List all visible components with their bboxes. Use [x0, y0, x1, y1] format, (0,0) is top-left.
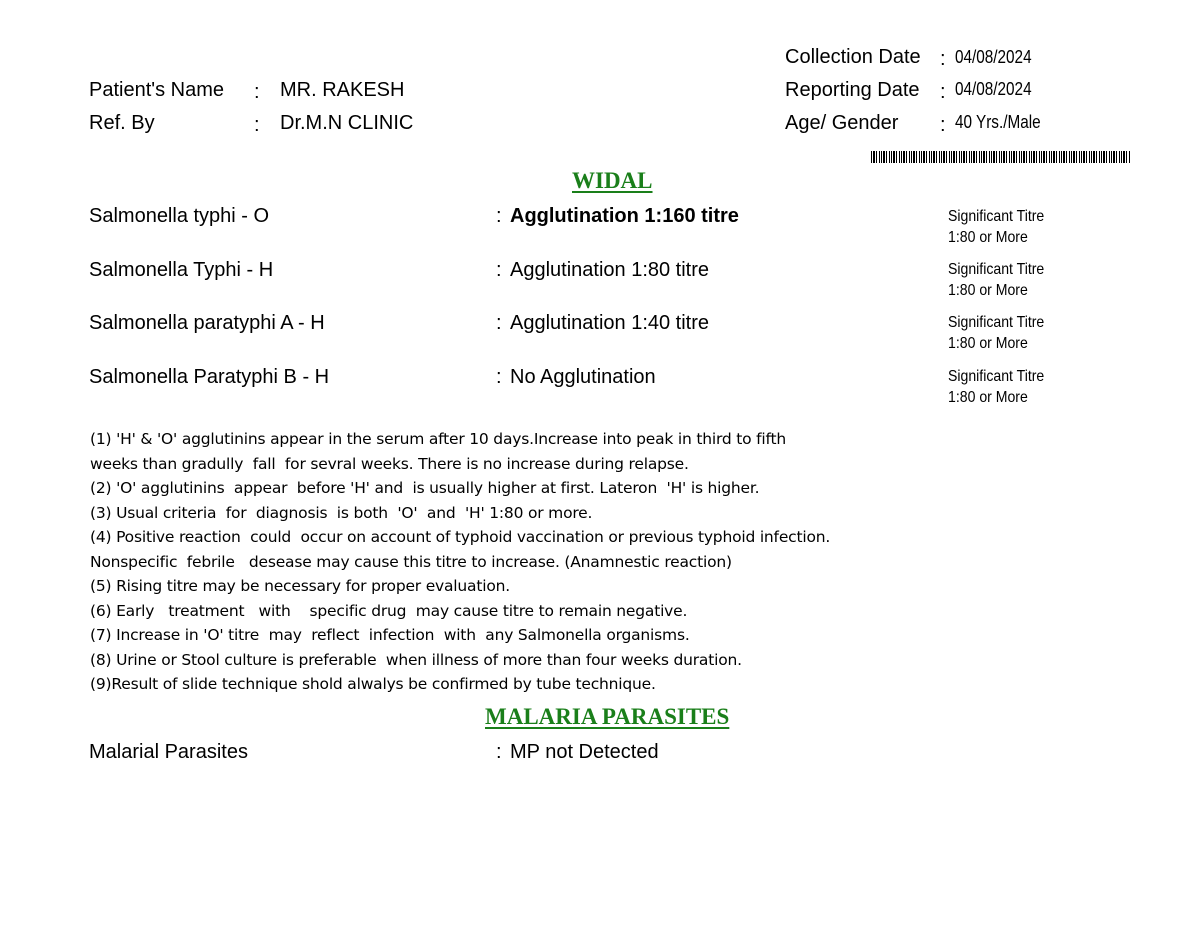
note-line: (3) Usual criteria for diagnosis is both 'O' and 'H' 1:80 or more.: [90, 503, 593, 522]
reference-range: Significant Titre 1:80 or More: [948, 261, 1045, 299]
age-gender-label: Age/ Gender: [785, 112, 899, 134]
patient-name-value: MR. RAKESH: [280, 79, 405, 101]
collection-date-label: Collection Date: [785, 46, 921, 68]
test-name: Salmonella Typhi - H: [89, 259, 274, 281]
reporting-date-value: 04/08/2024: [955, 79, 1032, 99]
colon: :: [254, 114, 260, 136]
colon: :: [940, 48, 946, 70]
colon: :: [496, 741, 502, 763]
colon: :: [496, 205, 502, 227]
test-result: Agglutination 1:80 titre: [510, 259, 710, 281]
note-line: (5) Rising titre may be necessary for proper evaluation.: [90, 577, 510, 595]
note-line: Nonspecific febrile desease may cause this titre to increase. (Anamnestic reaction): [90, 552, 732, 571]
colon: :: [254, 81, 260, 103]
colon: :: [496, 366, 502, 388]
test-name: Malarial Parasites: [89, 741, 248, 763]
test-result: Agglutination 1:40 titre: [510, 312, 710, 334]
test-result: Agglutination 1:160 titre: [510, 205, 739, 227]
note-line: (2) 'O' agglutinins appear before 'H' and is usually higher at first. Lateron 'H' is higher.: [90, 479, 760, 497]
note-line: (8) Urine or Stool culture is preferable when illness of more than four weeks duration.: [90, 650, 742, 669]
ref-by-label: Ref. By: [89, 112, 155, 134]
colon: :: [496, 312, 502, 334]
colon: :: [940, 81, 946, 103]
malaria-title: MALARIA PARASITES: [485, 704, 730, 729]
note-line: weeks than gradully fall for sevral weeks. There is no increase during relapse.: [90, 454, 689, 473]
test-name: Salmonella paratyphi A - H: [89, 312, 325, 334]
reporting-date-label: Reporting Date: [785, 79, 920, 101]
test-name: Salmonella Paratyphi B - H: [89, 366, 330, 388]
note-line: (7) Increase in 'O' titre may reflect infection with any Salmonella organisms.: [90, 626, 690, 644]
reference-range: Significant Titre 1:80 or More: [948, 314, 1045, 352]
note-line: (6) Early treatment with specific drug may cause titre to remain negative.: [90, 601, 688, 620]
widal-notes: [90, 427, 990, 697]
barcode: [871, 151, 1130, 163]
test-result: No Agglutination: [510, 366, 656, 388]
ref-by-value: Dr.M.N CLINIC: [280, 112, 414, 134]
patient-name-label: Patient's Name: [89, 79, 224, 101]
widal-title: WIDAL: [572, 168, 653, 193]
test-result: MP not Detected: [510, 741, 659, 763]
note-line: (1) 'H' & 'O' agglutinins appear in the serum after 10 days.Increase into peak in third to fifth: [90, 430, 787, 448]
note-line: (4) Positive reaction could occur on account of typhoid vaccination or previous typhoid infection.: [90, 528, 831, 546]
reference-range: Significant Titre 1:80 or More: [948, 368, 1045, 406]
note-line: (9)Result of slide technique shold alwalys be confirmed by tube technique.: [90, 675, 656, 693]
collection-date-value: 04/08/2024: [955, 47, 1032, 67]
reference-range: Significant Titre 1:80 or More: [948, 208, 1045, 246]
colon: :: [496, 259, 502, 281]
test-name: Salmonella typhi - O: [89, 205, 270, 227]
colon: :: [940, 114, 946, 136]
age-gender-value: 40 Yrs./Male: [955, 112, 1041, 132]
